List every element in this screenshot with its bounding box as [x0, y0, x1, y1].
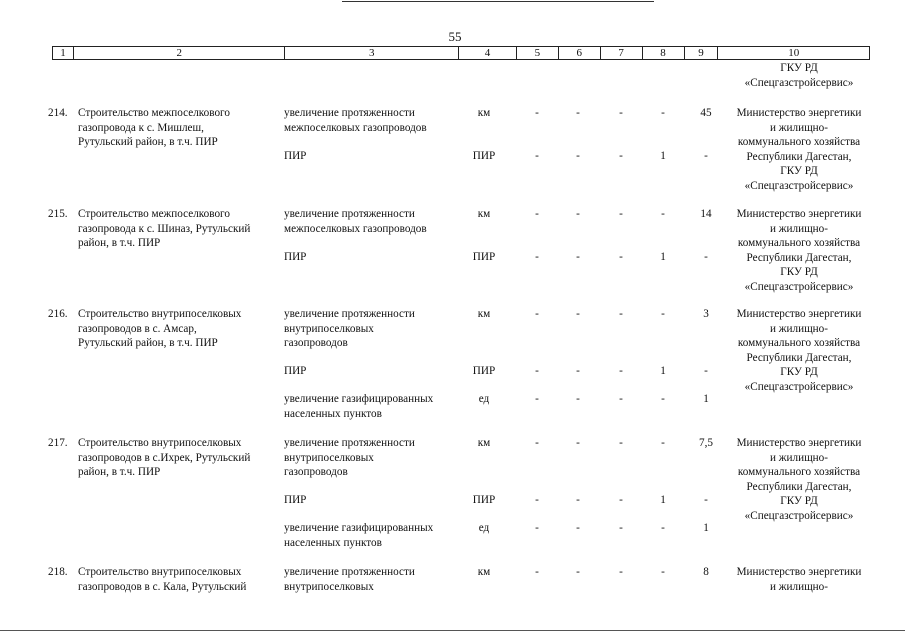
bottom-rule: [0, 630, 905, 631]
project-name: Строительство внутрипоселковых газопроводов в с. Кала, Рутульский: [78, 566, 247, 593]
indicator-pir: ПИР: [284, 494, 307, 506]
unit-pir: ПИР: [472, 494, 496, 506]
value-col-6: -: [576, 494, 580, 506]
value-col-5: -: [535, 522, 539, 534]
executor: Министерство энергетики и жилищно- коммунального хозяйства Республики Дагестан, ГКУ РД «Спецгазстройсервис»: [736, 437, 862, 522]
value-col-6: -: [576, 308, 580, 320]
project-name: Строительство внутрипоселковых газопроводов в с. Амсар, Рутульский район, в т.ч. ПИР: [78, 308, 242, 349]
project-name: Строительство межпоселкового газопровода к с. Шиназ, Рутульский район, в т.ч. ПИР: [78, 208, 251, 249]
table-header: [52, 46, 870, 60]
executor: Министерство энергетики и жилищно- коммунального хозяйства Республики Дагестан, ГКУ РД «Спецгазстройсервис»: [736, 308, 862, 393]
indicator-gas: увеличение газифицированных населенных пунктов: [284, 393, 434, 420]
value-col-9: 7,5: [699, 437, 713, 449]
value-col-5: -: [535, 308, 539, 320]
value-col-6: -: [576, 393, 580, 405]
executor: Министерство энергетики и жилищно- коммунального хозяйства Республики Дагестан, ГКУ РД «Спецгазстройсервис»: [736, 208, 862, 293]
header-col-7: 7: [600, 47, 642, 59]
value-col-7: -: [619, 494, 623, 506]
value-col-7: -: [619, 308, 623, 320]
header-col-3: 3: [284, 47, 458, 59]
row-number: 217.: [48, 437, 68, 449]
value-col-8: 1: [660, 494, 666, 506]
page-number: 55: [448, 29, 462, 44]
value-col-8: -: [661, 208, 665, 220]
value-col-5: -: [535, 150, 539, 162]
value-col-9: 1: [703, 393, 709, 405]
value-col-5: -: [535, 494, 539, 506]
value-col-7: -: [619, 150, 623, 162]
row-number: 214.: [48, 107, 68, 119]
row-number: 216.: [48, 308, 68, 320]
value-col-8: -: [661, 522, 665, 534]
value-col-9: -: [704, 365, 708, 377]
header-col-8: 8: [642, 47, 684, 59]
value-col-7: -: [619, 107, 623, 119]
unit-pir: ПИР: [472, 251, 496, 263]
value-col-9: 45: [700, 107, 712, 119]
value-col-8: -: [661, 308, 665, 320]
value-col-6: -: [576, 365, 580, 377]
top-rule: [342, 1, 654, 2]
value-col-8: 1: [660, 251, 666, 263]
indicator-pir: ПИР: [284, 150, 307, 162]
value-col-9: -: [704, 251, 708, 263]
value-col-8: -: [661, 566, 665, 578]
value-col-6: -: [576, 522, 580, 534]
value-col-8: -: [661, 393, 665, 405]
project-name: Строительство межпоселкового газопровода к с. Мишлеш, Рутульский район, в т.ч. ПИР: [78, 107, 230, 148]
indicator: увеличение протяженности межпоселковых газопроводов: [284, 107, 427, 134]
value-col-9: 14: [700, 208, 712, 220]
unit-ed: ед: [478, 393, 490, 405]
value-col-7: -: [619, 437, 623, 449]
value-col-8: 1: [660, 150, 666, 162]
header-col-5: 5: [516, 47, 558, 59]
value-col-8: -: [661, 107, 665, 119]
value-col-9: 1: [703, 522, 709, 534]
unit: км: [477, 208, 491, 220]
executor: Министерство энергетики и жилищно- коммунального хозяйства Республики Дагестан, ГКУ РД «Спецгазстройсервис»: [736, 107, 862, 192]
value-col-6: -: [576, 208, 580, 220]
value-col-5: -: [535, 208, 539, 220]
header-col-10: 10: [717, 47, 869, 59]
value-col-8: 1: [660, 365, 666, 377]
header-col-4: 4: [458, 47, 516, 59]
value-col-7: -: [619, 208, 623, 220]
value-col-7: -: [619, 393, 623, 405]
header-col-9: 9: [684, 47, 718, 59]
unit: км: [477, 437, 491, 449]
row-number: 215.: [48, 208, 68, 220]
indicator: увеличение протяженности межпоселковых газопроводов: [284, 208, 427, 235]
unit: км: [477, 308, 491, 320]
value-col-6: -: [576, 437, 580, 449]
value-col-6: -: [576, 150, 580, 162]
indicator: увеличение протяженности внутрипоселковых газопроводов: [284, 308, 415, 349]
project-name: Строительство внутрипоселковых газопроводов в с.Ихрек, Рутульский район, в т.ч. ПИР: [78, 437, 251, 478]
indicator-pir: ПИР: [284, 365, 307, 377]
indicator: увеличение протяженности внутрипоселковых: [284, 566, 415, 593]
value-col-7: -: [619, 365, 623, 377]
exec-continuation: ГКУ РД «Спецгазстройсервис»: [744, 62, 854, 89]
value-col-9: 3: [703, 308, 709, 320]
row-number: 218.: [48, 566, 68, 578]
executor: Министерство энергетики и жилищно-: [736, 566, 862, 593]
value-col-6: -: [576, 251, 580, 263]
value-col-7: -: [619, 251, 623, 263]
value-col-5: -: [535, 107, 539, 119]
value-col-5: -: [535, 251, 539, 263]
unit: км: [477, 566, 491, 578]
unit-pir: ПИР: [472, 365, 496, 377]
header-col-1: 1: [60, 47, 66, 59]
header-col-6: 6: [558, 47, 600, 59]
value-col-5: -: [535, 365, 539, 377]
unit: км: [477, 107, 491, 119]
value-col-9: 8: [703, 566, 709, 578]
indicator-pir: ПИР: [284, 251, 307, 263]
value-col-6: -: [576, 107, 580, 119]
value-col-9: -: [704, 150, 708, 162]
value-col-9: -: [704, 494, 708, 506]
indicator: увеличение протяженности внутрипоселковых газопроводов: [284, 437, 415, 478]
unit-pir: ПИР: [472, 150, 496, 162]
header-col-2: 2: [73, 47, 284, 59]
value-col-7: -: [619, 566, 623, 578]
value-col-5: -: [535, 437, 539, 449]
value-col-6: -: [576, 566, 580, 578]
unit-ed: ед: [478, 522, 490, 534]
value-col-8: -: [661, 437, 665, 449]
value-col-7: -: [619, 522, 623, 534]
value-col-5: -: [535, 393, 539, 405]
value-col-5: -: [535, 566, 539, 578]
indicator-gas: увеличение газифицированных населенных пунктов: [284, 522, 434, 549]
